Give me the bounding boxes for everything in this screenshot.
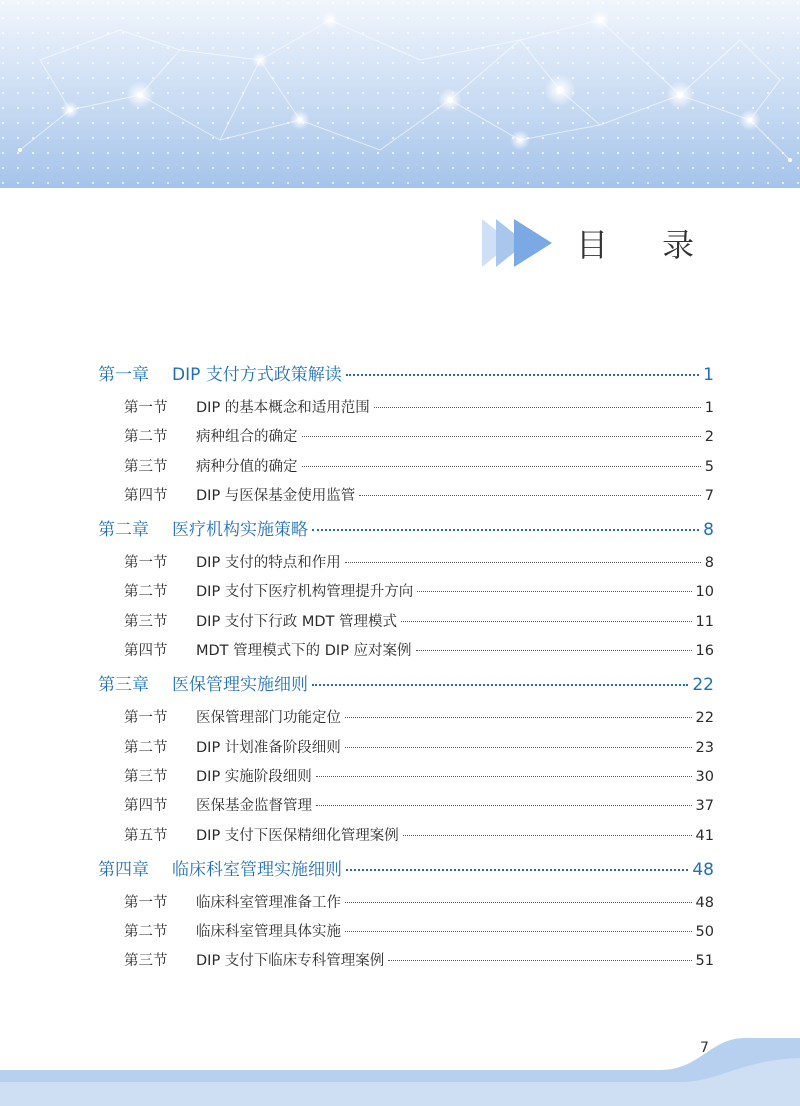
section-title: DIP 支付下医疗机构管理提升方向 xyxy=(196,584,414,601)
toc-section-row xyxy=(98,794,714,823)
toc-section-row xyxy=(98,949,714,978)
section-number: 第四节 xyxy=(124,798,168,815)
footer-wave xyxy=(0,1030,800,1106)
toc-section-row xyxy=(98,920,714,949)
section-number: 第三节 xyxy=(124,768,168,785)
section-page: 51 xyxy=(695,953,714,970)
toc-section-row xyxy=(98,765,714,794)
table-of-contents xyxy=(98,358,714,979)
dot-leader xyxy=(345,716,692,718)
section-page: 22 xyxy=(695,710,714,727)
page-title: 目 录 xyxy=(576,226,717,264)
toc-section-row xyxy=(98,484,714,513)
section-number: 第二节 xyxy=(124,924,168,941)
section-number: 第四节 xyxy=(124,487,168,504)
section-page: 48 xyxy=(695,894,714,911)
chapter-number: 第一章 xyxy=(98,365,149,385)
dot-leader xyxy=(388,959,691,961)
section-number: 第一节 xyxy=(124,710,168,727)
section-page: 10 xyxy=(695,584,714,601)
section-title: DIP 计划准备阶段细则 xyxy=(196,739,341,756)
section-page: 5 xyxy=(704,458,714,475)
dot-leader xyxy=(346,373,699,376)
toc-section-row xyxy=(98,551,714,580)
dot-leader xyxy=(312,683,688,686)
dot-leader xyxy=(416,649,692,651)
toc-section-row xyxy=(98,425,714,454)
section-title: 临床科室管理准备工作 xyxy=(196,894,341,911)
chapter-title: DIP 支付方式政策解读 xyxy=(172,365,342,385)
section-page: 30 xyxy=(695,768,714,785)
toc-chapter-row xyxy=(98,360,714,390)
section-title: DIP 与医保基金使用监管 xyxy=(196,487,356,504)
chapter-title: 医保管理实施细则 xyxy=(172,675,308,696)
toc-chapter-row xyxy=(98,670,714,700)
dot-leader xyxy=(345,746,692,748)
chapter-title: 临床科室管理实施细则 xyxy=(172,859,342,880)
dot-leader xyxy=(346,868,688,871)
toc-chapter-row xyxy=(98,515,714,545)
section-title: 病种分值的确定 xyxy=(196,458,298,475)
section-number: 第三节 xyxy=(124,953,168,970)
chapter-number: 第二章 xyxy=(98,520,149,541)
dot-leader xyxy=(359,494,700,496)
chapter-page: 8 xyxy=(703,520,714,541)
section-page: 1 xyxy=(704,400,714,416)
dot-leader xyxy=(316,804,692,806)
toc-title xyxy=(482,215,716,271)
section-title: 医保管理部门功能定位 xyxy=(196,710,341,727)
section-page: 37 xyxy=(695,798,714,815)
section-number: 第一节 xyxy=(124,894,168,911)
chapter-number: 第四章 xyxy=(98,859,149,880)
section-number: 第一节 xyxy=(124,400,168,416)
section-title: MDT 管理模式下的 DIP 应对案例 xyxy=(196,643,412,660)
dot-leader xyxy=(312,528,699,531)
dot-leader xyxy=(374,406,701,408)
section-page: 41 xyxy=(695,827,714,844)
toc-section-row xyxy=(98,455,714,484)
dot-leader xyxy=(403,834,692,836)
section-number: 第二节 xyxy=(124,429,168,446)
section-title: DIP 支付下临床专科管理案例 xyxy=(196,953,385,970)
dot-leader xyxy=(302,465,701,467)
section-title: 临床科室管理具体实施 xyxy=(196,924,341,941)
toc-section-row xyxy=(98,891,714,920)
section-number: 第三节 xyxy=(124,458,168,475)
toc-section-row xyxy=(98,610,714,639)
section-page: 23 xyxy=(695,739,714,756)
chapter-title: 医疗机构实施策略 xyxy=(172,520,308,541)
toc-section-row xyxy=(98,580,714,609)
toc-section-row xyxy=(98,396,714,425)
dot-leader xyxy=(316,775,692,777)
toc-section-row xyxy=(98,824,714,853)
section-number: 第一节 xyxy=(124,555,168,572)
dot-leader xyxy=(345,930,692,932)
section-title: 病种组合的确定 xyxy=(196,429,298,446)
chapter-page: 1 xyxy=(703,365,714,385)
section-title: 医保基金监督管理 xyxy=(196,798,312,815)
dot-leader xyxy=(345,561,701,563)
section-title: DIP 支付下医保精细化管理案例 xyxy=(196,827,399,844)
section-page: 16 xyxy=(695,643,714,660)
toc-section-row xyxy=(98,706,714,735)
section-title: DIP 支付下行政 MDT 管理模式 xyxy=(196,613,398,630)
section-number: 第三节 xyxy=(124,613,168,630)
toc-chapter-row xyxy=(98,855,714,885)
section-page: 50 xyxy=(695,924,714,941)
toc-section-row xyxy=(98,736,714,765)
section-page: 8 xyxy=(704,555,714,572)
section-number: 第四节 xyxy=(124,643,168,660)
section-title: DIP 实施阶段细则 xyxy=(196,768,312,785)
section-number: 第二节 xyxy=(124,739,168,756)
page-number: 7 xyxy=(700,1040,709,1056)
chapter-number: 第三章 xyxy=(98,675,149,696)
double-arrow-icon xyxy=(482,215,554,271)
chapter-page: 22 xyxy=(692,675,714,696)
dot-leader xyxy=(417,590,691,592)
header-banner xyxy=(0,0,800,188)
section-page: 7 xyxy=(704,487,714,504)
toc-section-row xyxy=(98,639,714,668)
section-number: 第二节 xyxy=(124,584,168,601)
section-page: 11 xyxy=(695,613,714,630)
dot-leader xyxy=(401,620,692,622)
dot-leader xyxy=(345,901,692,903)
section-page: 2 xyxy=(704,429,714,446)
section-number: 第五节 xyxy=(124,827,168,844)
section-title: DIP 的基本概念和适用范围 xyxy=(196,400,370,416)
chapter-page: 48 xyxy=(692,859,714,880)
section-title: DIP 支付的特点和作用 xyxy=(196,555,341,572)
dot-leader xyxy=(302,435,701,437)
